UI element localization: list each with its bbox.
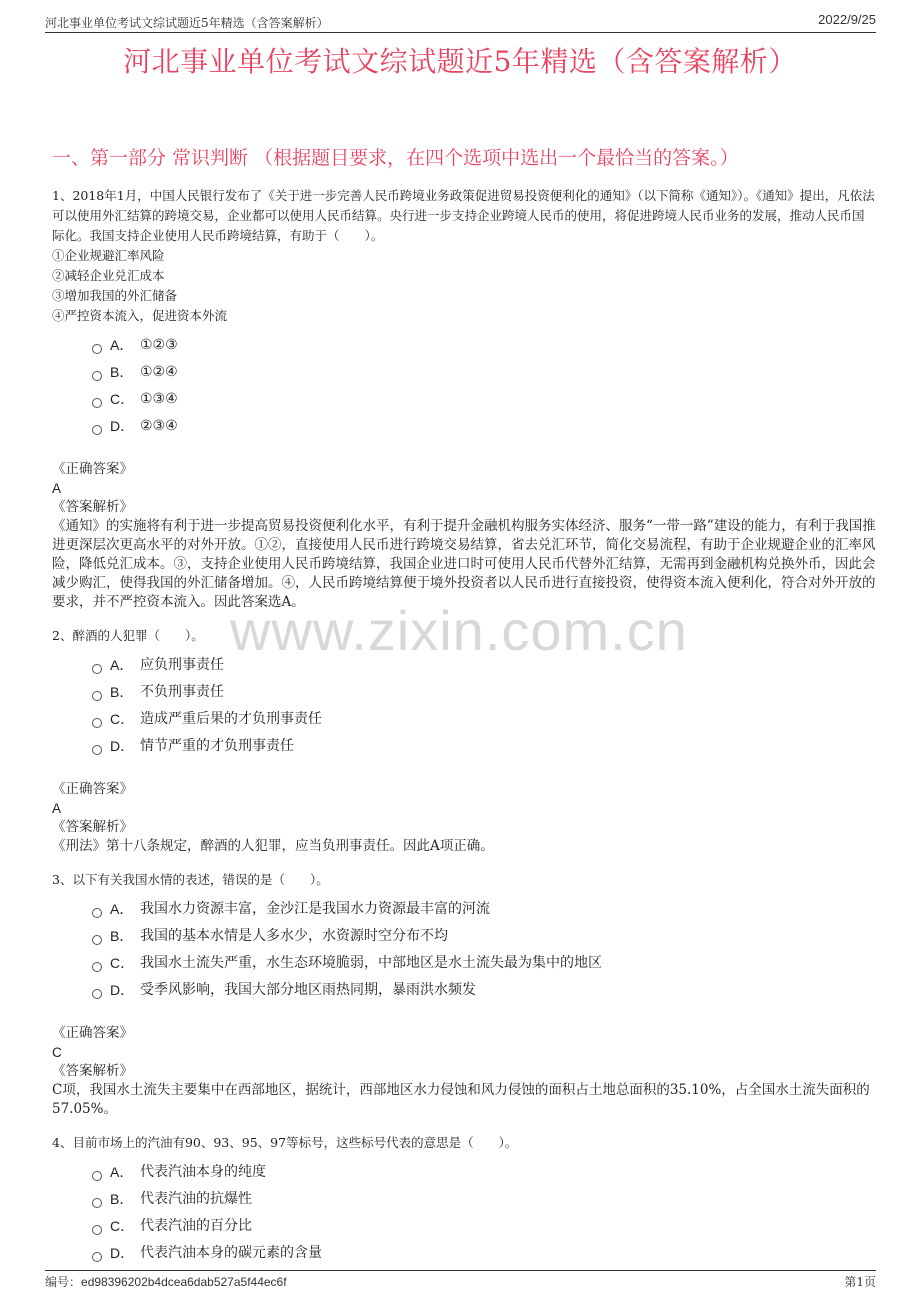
footer-code-value: ed98396202b4dcea6dab527a5f44ec6f <box>81 1275 287 1289</box>
option-text: ①②④ <box>140 364 178 380</box>
question-text: 1、2018年1月，中国人民银行发布了《关于进一步完善人民币跨境业务政策促进贸易投资便利化的通知》（以下简称《通知》）。《通知》提出，凡依法可以使用外汇结算的跨境交易，企业都可以使用人民币结算。央行进一步支持企业跨境人民币的使用，将促进跨境人民币业务的发展，推动人民币国际化。我国支持企业使用人民币跨境结算，有助于（ ）。 <box>52 188 875 243</box>
option-text: 代表汽油的抗爆性 <box>140 1191 252 1207</box>
radio-icon[interactable] <box>92 371 102 381</box>
page-header <box>45 12 876 33</box>
question-text: 3、以下有关我国水情的表述，错误的是（ ）。 <box>52 872 329 887</box>
correct-answer-label: 《正确答案》 <box>52 1025 133 1041</box>
option-b[interactable] <box>92 359 876 386</box>
option-text: ②③④ <box>140 418 178 434</box>
question-text: 4、目前市场上的汽油有90、93、95、97等标号，这些标号代表的意思是（ ）。 <box>52 1135 518 1150</box>
option-letter: B． <box>110 1191 134 1207</box>
option-a[interactable] <box>92 332 876 359</box>
radio-icon[interactable] <box>92 664 102 674</box>
option-b[interactable] <box>92 923 876 950</box>
option-letter: C． <box>110 711 135 727</box>
option-letter: A． <box>110 337 134 353</box>
option-text: 代表汽油本身的碳元素的含量 <box>140 1245 322 1261</box>
question-list <box>52 186 876 1281</box>
option-letter: A． <box>110 657 134 673</box>
option-text: ①②③ <box>140 337 178 353</box>
option-text: 我国的基本水情是人多水少，水资源时空分布不均 <box>140 928 448 944</box>
section-title: 一、第一部分 常识判断 （根据题目要求，在四个选项中选出一个最恰当的答案。） <box>52 147 739 169</box>
option-a[interactable] <box>92 896 876 923</box>
option-c[interactable] <box>92 706 876 733</box>
header-date: 2022/9/25 <box>818 12 876 27</box>
option-d[interactable] <box>92 413 876 440</box>
radio-icon[interactable] <box>92 344 102 354</box>
option-c[interactable] <box>92 950 876 977</box>
correct-answer-label: 《正确答案》 <box>52 461 133 477</box>
option-text: 代表汽油的百分比 <box>140 1218 252 1234</box>
question-block <box>52 626 876 856</box>
option-text: 我国水土流失严重，水生态环境脆弱，中部地区是水土流失最为集中的地区 <box>140 955 602 971</box>
analysis-label: 《答案解析》 <box>52 499 133 515</box>
page-number: 第1页 <box>844 1275 876 1289</box>
question-block <box>52 870 876 1119</box>
option-list <box>92 652 876 760</box>
answer-block <box>52 460 876 612</box>
option-b[interactable] <box>92 679 876 706</box>
radio-icon[interactable] <box>92 908 102 918</box>
radio-icon[interactable] <box>92 398 102 408</box>
question-block <box>52 1133 876 1267</box>
option-letter: B． <box>110 928 134 944</box>
footer-code <box>45 1273 287 1290</box>
correct-answer-value: A <box>52 801 62 816</box>
option-letter: D． <box>110 982 135 998</box>
radio-icon[interactable] <box>92 718 102 728</box>
radio-icon[interactable] <box>92 425 102 435</box>
header-doc-name: 河北事业单位考试文综试题近5年精选（含答案解析） <box>45 16 329 30</box>
question-block <box>52 186 876 612</box>
correct-answer-value: A <box>52 481 62 496</box>
option-d[interactable] <box>92 1240 876 1267</box>
option-letter: D． <box>110 1245 135 1261</box>
watermark: www.zixin.com.cn <box>230 599 688 662</box>
option-d[interactable] <box>92 977 876 1004</box>
option-text: 造成严重后果的才负刑事责任 <box>140 711 322 727</box>
option-letter: C． <box>110 955 135 971</box>
analysis-text: 《通知》的实施将有利于进一步提高贸易投资便利化水平，有利于提升金融机构服务实体经济、服务“一带一路”建设的能力，有利于我国推进更深层次更高水平的对外开放。①②，直接使用人民币进行跨境交易结算，省去兑汇环节，简化交易流程，有助于企业规避企业的汇率风险，降低兑汇成本。③，支持企业使用人民币跨境结算，我国企业进口时可使用人民币代替外汇结算，无需再到金融机构兑换外币，因此会减少购汇，使得我国的外汇储备增加。④，人民币跨境结算便于境外投资者以人民币进行直接投资，使得资本流入便利化，符合对外开放的要求，并不严控资本流入。因此答案选A。 <box>52 518 876 610</box>
option-text: 代表汽油本身的纯度 <box>140 1164 266 1180</box>
option-text: ①③④ <box>140 391 178 407</box>
correct-answer-value: C <box>52 1045 62 1060</box>
question-statement: ④严控资本流入，促进资本外流 <box>52 308 228 323</box>
option-letter: D． <box>110 418 135 434</box>
analysis-text: C项，我国水土流失主要集中在西部地区，据统计，西部地区水力侵蚀和风力侵蚀的面积占土地总面积的35.10%，占全国水土流失面积的57.05%。 <box>52 1082 870 1117</box>
option-letter: B． <box>110 684 134 700</box>
question-text: 2、醉酒的人犯罪（ ）。 <box>52 628 204 643</box>
radio-icon[interactable] <box>92 935 102 945</box>
question-statement: ②减轻企业兑汇成本 <box>52 268 165 283</box>
radio-icon[interactable] <box>92 1171 102 1181</box>
radio-icon[interactable] <box>92 962 102 972</box>
radio-icon[interactable] <box>92 1252 102 1262</box>
option-text: 不负刑事责任 <box>140 684 224 700</box>
footer-code-label: 编号： <box>45 1275 82 1289</box>
option-a[interactable] <box>92 652 876 679</box>
option-c[interactable] <box>92 1213 876 1240</box>
question-statement: ③增加我国的外汇储备 <box>52 288 178 303</box>
option-letter: A． <box>110 901 134 917</box>
option-letter: C． <box>110 391 135 407</box>
analysis-text: 《刑法》第十八条规定，醉酒的人犯罪，应当负刑事责任。因此A项正确。 <box>52 838 494 854</box>
option-letter: C． <box>110 1218 135 1234</box>
radio-icon[interactable] <box>92 1198 102 1208</box>
analysis-label: 《答案解析》 <box>52 1063 133 1079</box>
answer-block <box>52 1024 876 1119</box>
analysis-label: 《答案解析》 <box>52 819 133 835</box>
option-list <box>92 896 876 1004</box>
option-text: 应负刑事责任 <box>140 657 224 673</box>
option-letter: A． <box>110 1164 134 1180</box>
option-a[interactable] <box>92 1159 876 1186</box>
option-text: 受季风影响，我国大部分地区雨热同期，暴雨洪水频发 <box>140 982 476 998</box>
option-text: 我国水力资源丰富，金沙江是我国水力资源最丰富的河流 <box>140 901 490 917</box>
correct-answer-label: 《正确答案》 <box>52 781 133 797</box>
radio-icon[interactable] <box>92 989 102 999</box>
radio-icon[interactable] <box>92 691 102 701</box>
option-letter: D． <box>110 738 135 754</box>
option-d[interactable] <box>92 733 876 760</box>
document-title: 河北事业单位考试文综试题近5年精选（含答案解析） <box>123 45 797 78</box>
option-list <box>92 332 876 440</box>
option-letter: B． <box>110 364 134 380</box>
option-list <box>92 1159 876 1267</box>
option-c[interactable] <box>92 386 876 413</box>
radio-icon[interactable] <box>92 745 102 755</box>
option-b[interactable] <box>92 1186 876 1213</box>
option-text: 情节严重的才负刑事责任 <box>140 738 294 754</box>
answer-block <box>52 780 876 856</box>
question-statement: ①企业规避汇率风险 <box>52 248 165 263</box>
radio-icon[interactable] <box>92 1225 102 1235</box>
page-footer <box>45 1270 876 1293</box>
